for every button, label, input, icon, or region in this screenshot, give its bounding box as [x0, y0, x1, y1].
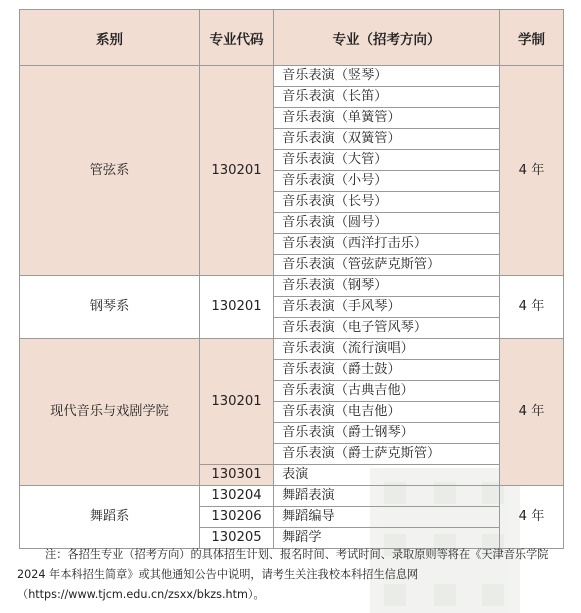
header-code: 专业代码: [200, 10, 274, 66]
header-department: 系别: [20, 10, 200, 66]
table-body: [20, 66, 564, 549]
major-cell: 音乐表演（西洋打击乐）: [274, 234, 500, 255]
major-cell: 音乐表演（电子管风琴）: [274, 318, 500, 339]
footnote-text: 注：各招生专业（招考方向）的具体招生计划、报名时间、考试时间、录取原则等将在《天津音乐学院2024 年本科招生简章》或其他通知公告中说明，请考生关注我校本科招生信息网（https://www.tjcm.edu.cn/zsxx/bkzs.htm）。: [17, 548, 549, 601]
duration-cell: 4 年: [500, 66, 564, 276]
major-cell: 舞蹈编导: [274, 507, 500, 528]
duration-cell: 4 年: [500, 276, 564, 339]
department-cell: 现代音乐与戏剧学院: [20, 339, 200, 486]
code-cell: 130205: [200, 528, 274, 549]
code-cell: 130201: [200, 339, 274, 465]
major-cell: 音乐表演（竖琴）: [274, 66, 500, 87]
code-cell: 130201: [200, 276, 274, 339]
major-cell: 音乐表演（圆号）: [274, 213, 500, 234]
department-cell: 钢琴系: [20, 276, 200, 339]
duration-cell: 4 年: [500, 339, 564, 486]
major-cell: 音乐表演（小号）: [274, 171, 500, 192]
header-row: [20, 10, 564, 66]
table-row: [20, 66, 564, 87]
table-row: [20, 486, 564, 507]
table-row: [20, 339, 564, 360]
major-cell: 音乐表演（双簧管）: [274, 129, 500, 150]
department-cell: 管弦系: [20, 66, 200, 276]
major-cell: 音乐表演（电吉他）: [274, 402, 500, 423]
major-cell: 音乐表演（长笛）: [274, 87, 500, 108]
code-cell: 130301: [200, 465, 274, 486]
table-row: [20, 276, 564, 297]
major-cell: 音乐表演（钢琴）: [274, 276, 500, 297]
major-cell: 音乐表演（爵士萨克斯管）: [274, 444, 500, 465]
major-cell: 舞蹈学: [274, 528, 500, 549]
major-cell: 音乐表演（单簧管）: [274, 108, 500, 129]
department-cell: 舞蹈系: [20, 486, 200, 549]
major-cell: 音乐表演（长号）: [274, 192, 500, 213]
major-cell: 音乐表演（手风琴）: [274, 297, 500, 318]
code-cell: 130204: [200, 486, 274, 507]
duration-cell: 4 年: [500, 486, 564, 549]
code-cell: 130206: [200, 507, 274, 528]
major-cell: 音乐表演（管弦萨克斯管）: [274, 255, 500, 276]
major-cell: 音乐表演（古典吉他）: [274, 381, 500, 402]
major-cell: 音乐表演（流行演唱）: [274, 339, 500, 360]
major-cell: 音乐表演（大管）: [274, 150, 500, 171]
header-duration: 学制: [500, 10, 564, 66]
header-major: 专业（招考方向）: [274, 10, 500, 66]
major-cell: 音乐表演（爵士鼓）: [274, 360, 500, 381]
code-cell: 130201: [200, 66, 274, 276]
major-cell: 音乐表演（爵士钢琴）: [274, 423, 500, 444]
major-cell: 舞蹈表演: [274, 486, 500, 507]
footnote: [17, 545, 569, 605]
admissions-table: [19, 9, 564, 549]
major-cell: 表演: [274, 465, 500, 486]
